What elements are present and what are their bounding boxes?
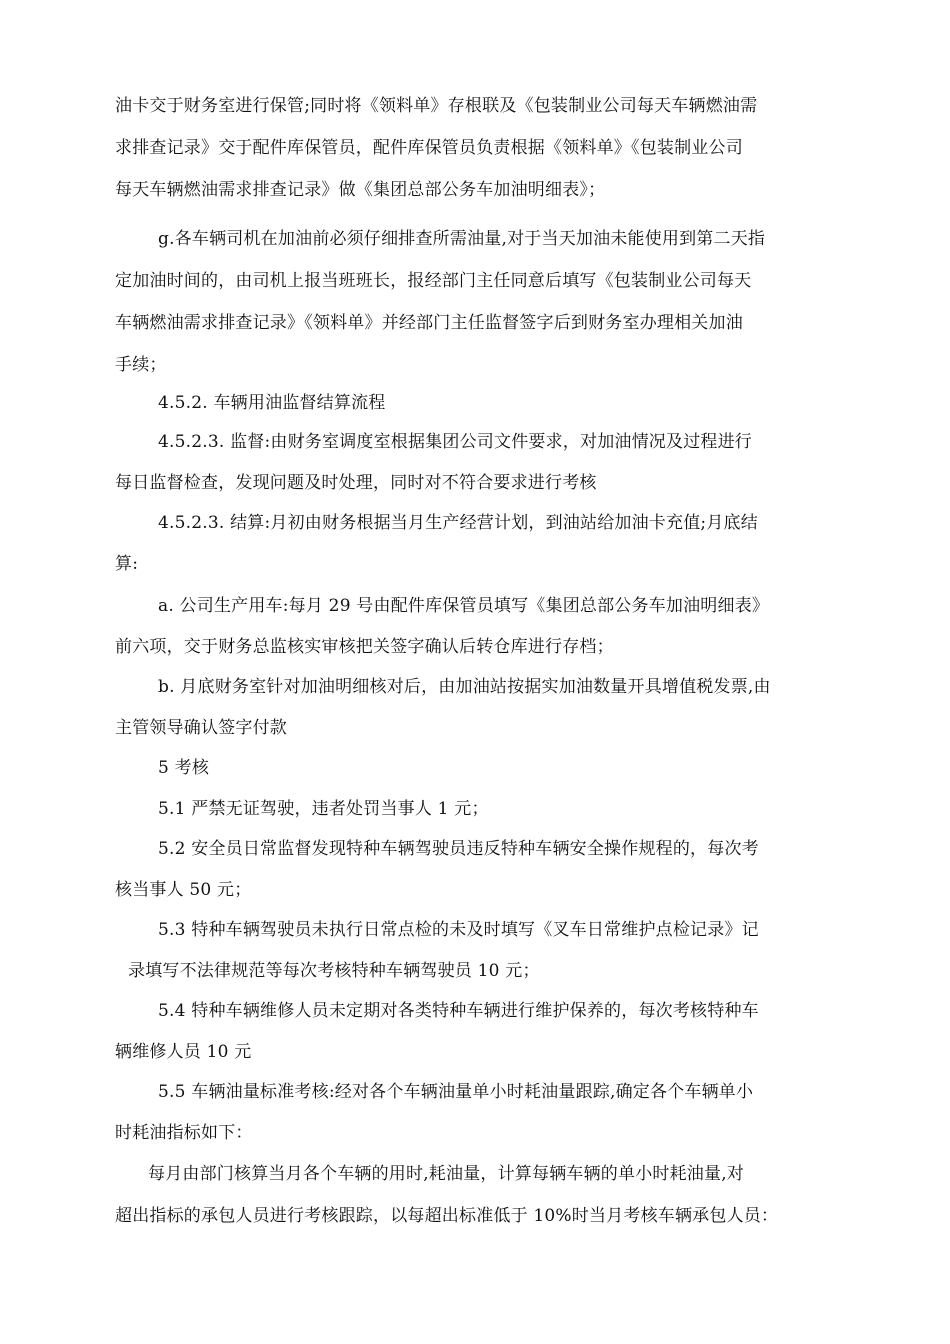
text-line: a. 公司生产用车:每月 29 号由配件库保管员填写《集团总部公务车加油明细表》 (158, 596, 770, 616)
text-line: 4.5.2.3. 结算:月初由财务根据当月生产经营计划，到油站给加油卡充值;月底结 (158, 513, 758, 533)
text-line: 求排查记录》交于配件库保管员，配件库保管员负责根据《领料单》《包装制业公司 (115, 138, 743, 158)
section-heading: 4.5.2. 车辆用油监督结算流程 (158, 393, 386, 413)
text-line: 超出指标的承包人员进行考核跟踪，以每超出标准低于 10%时当月考核车辆承包人员： (115, 1206, 779, 1226)
text-line: 前六项，交于财务总监核实审核把关签字确认后转仓库进行存档； (115, 637, 614, 657)
text-line: 5.3 特种车辆驾驶员未执行日常点检的未及时填写《叉车日常维护点检记录》记 (158, 920, 759, 940)
text-line: 车辆燃油需求排查记录》《领料单》并经部门主任监督签字后到财务室办理相关加油 (115, 313, 743, 333)
text-line: g.各车辆司机在加油前必须仔细排查所需油量,对于当天加油未能使用到第二天指 (158, 229, 766, 249)
text-line: 手续； (115, 355, 167, 375)
text-line: 核当事人 50 元； (115, 880, 252, 900)
text-line: 录填写不法律规范等每次考核特种车辆驾驶员 10 元； (128, 961, 540, 981)
text-line: 算: (115, 554, 139, 574)
text-line: 5.4 特种车辆维修人员未定期对各类特种车辆进行维护保养的，每次考核特种车 (158, 1001, 759, 1021)
text-line: 主管领导确认签字付款 (115, 718, 287, 738)
text-line: b. 月底财务室针对加油明细核对后，由加油站按据实加油数量开具增值税发票,由 (158, 677, 771, 697)
text-line: 每月由部门核算当月各个车辆的用时,耗油量，计算每辆车辆的单小时耗油量,对 (148, 1164, 745, 1184)
text-line: 辆维修人员 10 元 (115, 1042, 252, 1062)
text-line: 5.5 车辆油量标准考核:经对各个车辆油量单小时耗油量跟踪,确定各个车辆单小 (158, 1082, 754, 1102)
text-line: 时耗油指标如下： (115, 1123, 253, 1143)
text-line: 定加油时间的，由司机上报当班班长，报经部门主任同意后填写《包装制业公司每天 (115, 271, 752, 291)
text-line: 油卡交于财务室进行保管;同时将《领料单》存根联及《包装制业公司每天车辆燃油需 (115, 96, 758, 116)
text-line: 4.5.2.3. 监督:由财务室调度室根据集团公司文件要求，对加油情况及过程进行 (158, 432, 753, 452)
text-line: 每天车辆燃油需求排查记录》做《集团总部公务车加油明细表》； (115, 180, 606, 200)
text-line: 每日监督检查，发现问题及时处理，同时对不符合要求进行考核 (115, 473, 597, 493)
text-line: 5.1 严禁无证驾驶，违者处罚当事人 1 元； (158, 799, 489, 819)
text-line: 5.2 安全员日常监督发现特种车辆驾驶员违反特种车辆安全操作规程的，每次考 (158, 839, 759, 859)
section-heading: 5 考核 (158, 758, 210, 778)
